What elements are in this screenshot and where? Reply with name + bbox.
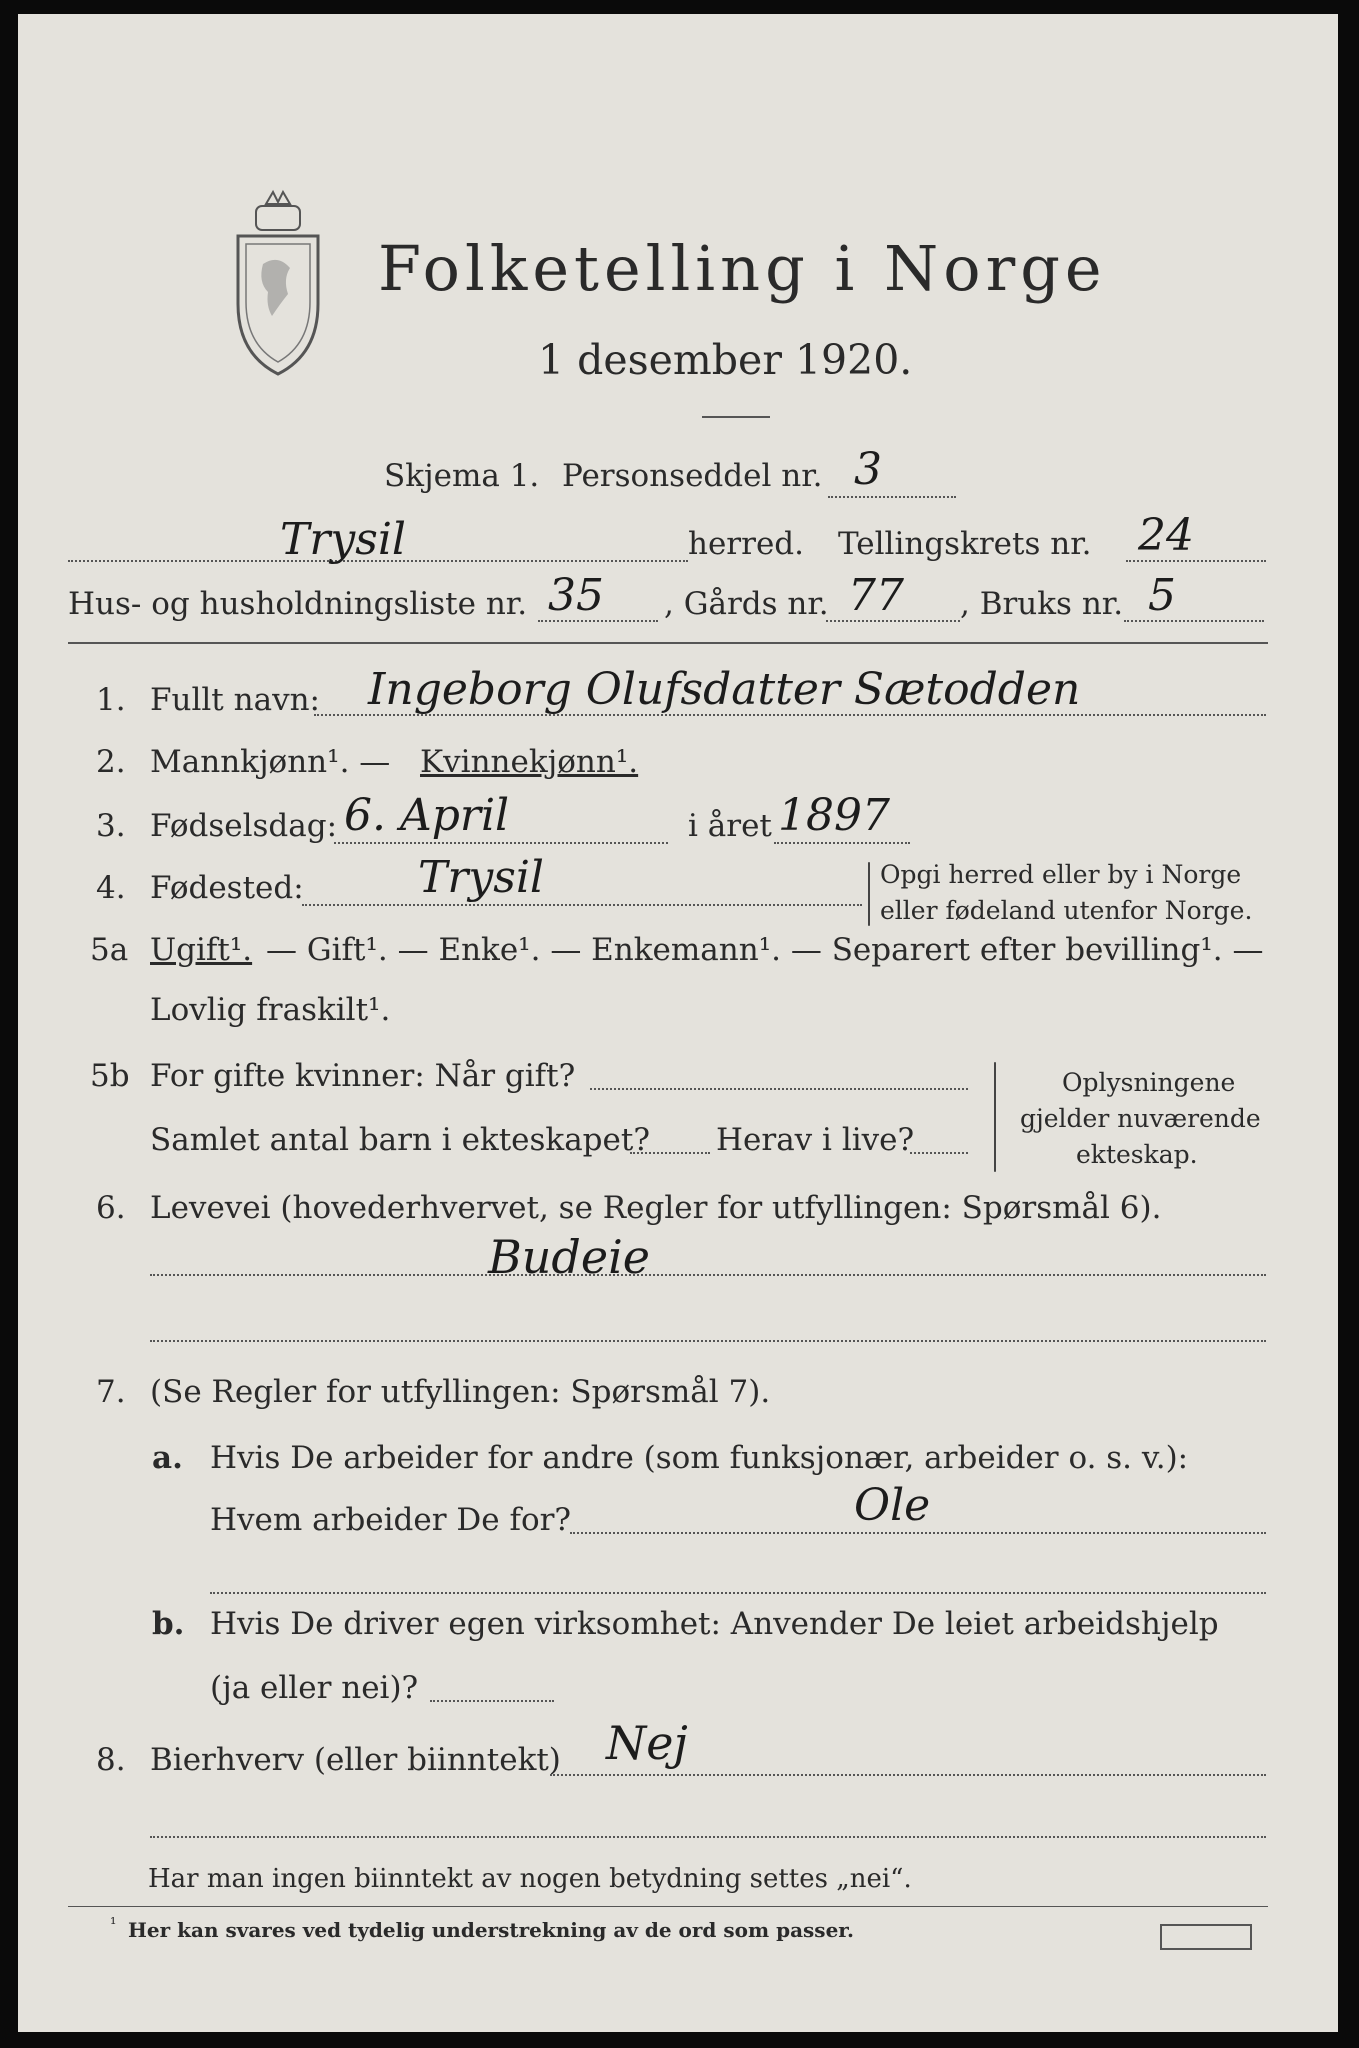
q5b-line1: For gifte kvinner: Når gift? <box>150 1058 576 1094</box>
q5b-note-3: ekteskap. <box>1076 1140 1198 1169</box>
q8-label: Bierhverv (eller biinntekt) <box>150 1742 561 1778</box>
form-date: 1 desember 1920. <box>538 336 913 384</box>
q7b-text: Hvis De driver egen virksomhet: Anvender De leiet arbeidshjelp <box>210 1606 1219 1642</box>
q4-number: 4. <box>96 870 126 906</box>
employer-value: Ole <box>854 1480 931 1531</box>
q7a-question: Hvem arbeider De for? <box>210 1502 572 1538</box>
footer-note: Har man ingen biinntekt av nogen betydning settes „nei“. <box>148 1864 912 1894</box>
q7-text: (Se Regler for utfyllingen: Spørsmål 7). <box>150 1374 771 1410</box>
q5b-number: 5b <box>90 1058 130 1094</box>
herred-value: Trysil <box>280 514 406 565</box>
marital-options: — Gift¹. — Enke¹. — Enkemann¹. — Separert efter bevilling¹. — <box>266 932 1264 968</box>
printer-stamp <box>1160 1924 1252 1950</box>
occupation-value: Budeie <box>488 1230 651 1284</box>
q2-number: 2. <box>96 744 126 780</box>
side-income-value: Nej <box>606 1716 688 1770</box>
husliste-value: 35 <box>548 570 604 621</box>
skjema-label: Skjema 1. <box>384 458 540 494</box>
husliste-label: Hus- og husholdningsliste nr. <box>68 586 528 622</box>
marital-ugift: Ugift¹. <box>150 932 253 968</box>
birthplace-note-1: Opgi herred eller by i Norge <box>880 860 1242 889</box>
marital-options-line2: Lovlig fraskilt¹. <box>150 992 391 1028</box>
bruks-value: 5 <box>1148 570 1176 621</box>
personseddel-value: 3 <box>854 444 882 495</box>
full-name-value: Ingeborg Olufsdatter Sætodden <box>368 664 1081 715</box>
personseddel-label: Personseddel nr. <box>562 458 823 494</box>
birthplace-value: Trysil <box>418 852 544 903</box>
footnote: Her kan svares ved tydelig understrekning av de ord som passer. <box>128 1918 854 1942</box>
census-form-sheet <box>18 14 1338 2032</box>
bruks-label: , Bruks nr. <box>960 586 1124 622</box>
year-label: i året <box>688 808 772 844</box>
q7a-letter: a. <box>152 1440 183 1476</box>
birth-year-value: 1897 <box>778 790 890 841</box>
q7a-text: Hvis De arbeider for andre (som funksjonær, arbeider o. s. v.): <box>210 1440 1189 1476</box>
q3-label: Fødselsdag: <box>150 808 338 844</box>
q4-label: Fødested: <box>150 870 304 906</box>
q5b-line2b: Herav i live? <box>716 1122 915 1158</box>
tellingskrets-value: 24 <box>1138 510 1194 561</box>
gards-label: , Gårds nr. <box>664 586 829 622</box>
footnote-mark: ¹ <box>110 1914 117 1933</box>
q3-number: 3. <box>96 808 126 844</box>
gender-male: Mannkjønn¹. — <box>150 744 391 780</box>
q7b-question: (ja eller nei)? <box>210 1670 419 1706</box>
q6-number: 6. <box>96 1190 126 1226</box>
q5b-note-1: Oplysningene <box>1062 1068 1236 1097</box>
q5a-number: 5a <box>90 932 129 968</box>
q7b-letter: b. <box>152 1606 185 1642</box>
q1-label: Fullt navn: <box>150 682 320 718</box>
q8-number: 8. <box>96 1742 126 1778</box>
gards-value: 77 <box>848 570 904 621</box>
birthplace-note-2: eller fødeland utenfor Norge. <box>880 896 1253 925</box>
gender-female: Kvinnekjønn¹. <box>420 744 639 780</box>
form-title: Folketelling i Norge <box>378 232 1107 305</box>
herred-label: herred. <box>688 526 804 562</box>
q1-number: 1. <box>96 682 126 718</box>
q5b-note-2: gjelder nuværende <box>1020 1104 1261 1133</box>
tellingskrets-label: Tellingskrets nr. <box>838 526 1092 562</box>
q6-text: Levevei (hovederhvervet, se Regler for utfyllingen: Spørsmål 6). <box>150 1190 1162 1226</box>
q5b-line2a: Samlet antal barn i ekteskapet? <box>150 1122 650 1158</box>
coat-of-arms-icon <box>228 184 328 384</box>
birthday-value: 6. April <box>344 790 510 841</box>
q7-number: 7. <box>96 1374 126 1410</box>
